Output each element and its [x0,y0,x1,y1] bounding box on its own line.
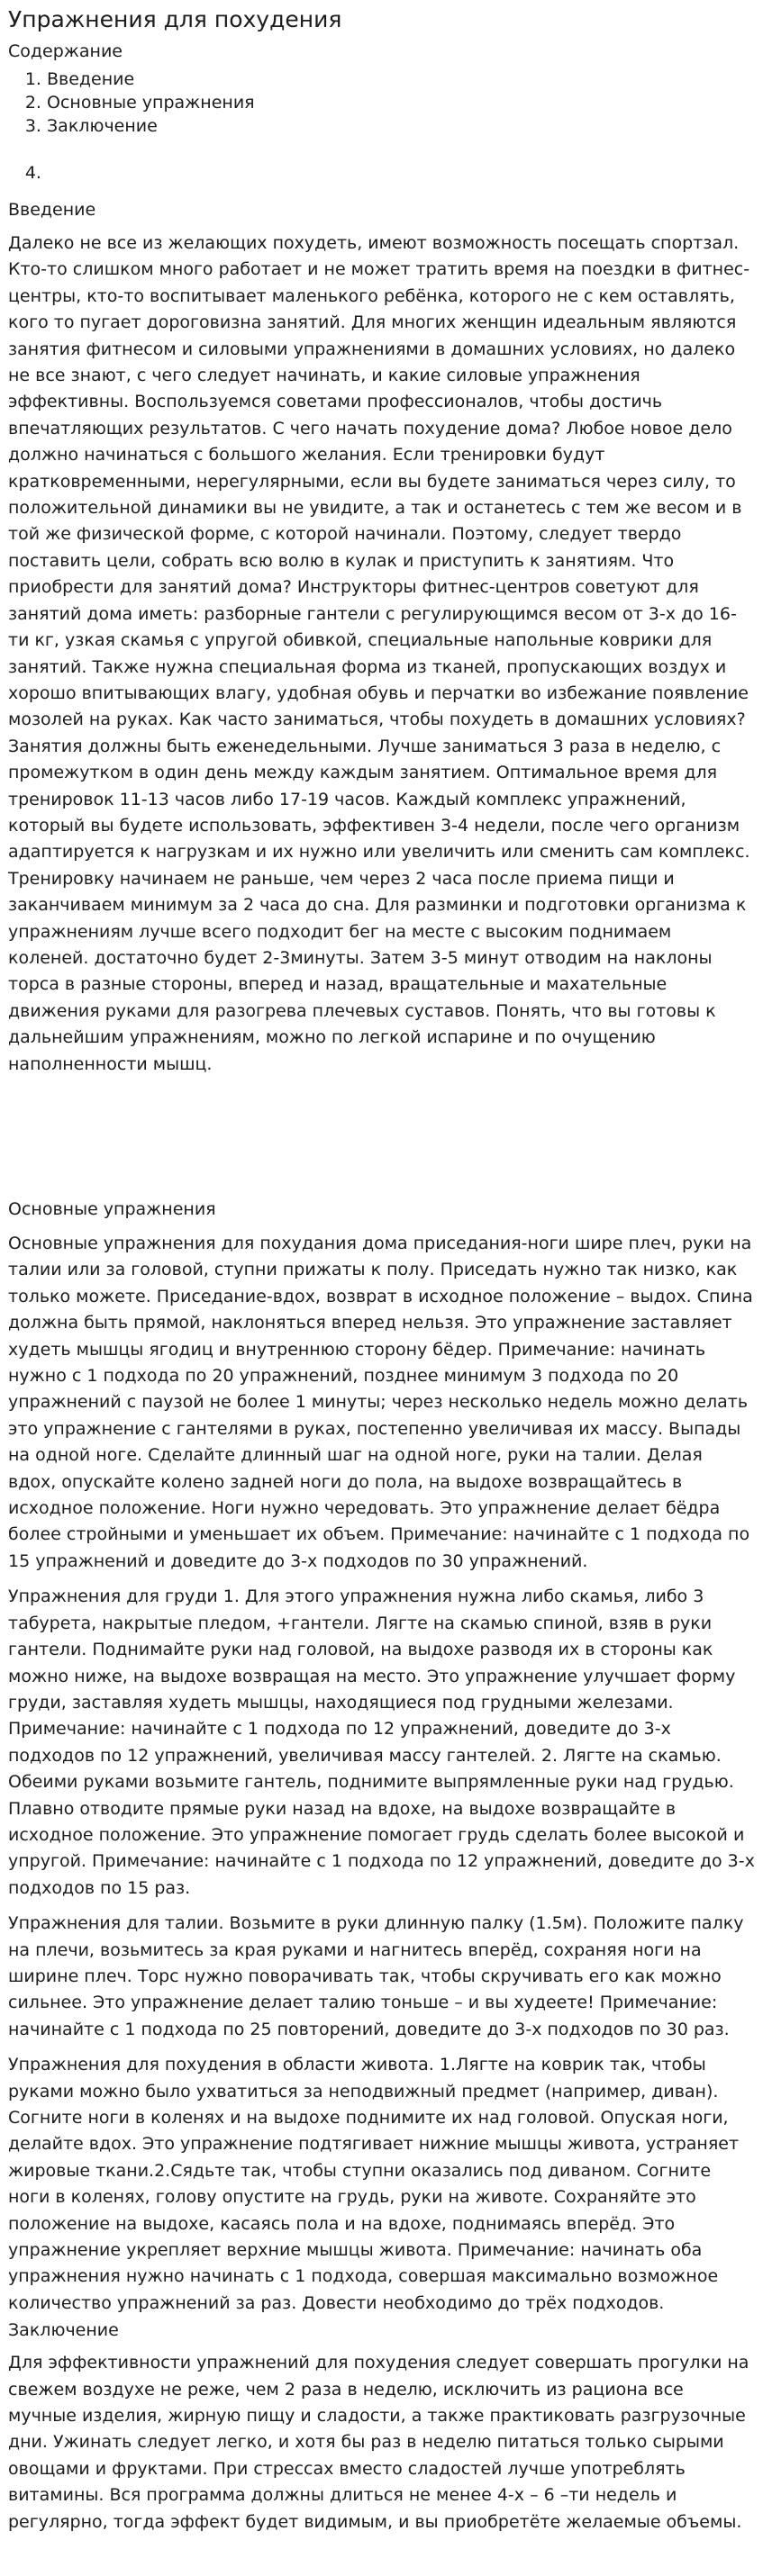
conclusion-paragraph: Для эффективности упражнений для похудения следует совершать прогулки на свежем воздухе не реже, чем 2 раза в неделю, исключить из рациона все мучные изделия, жирную пищу и сладости, а также практиковать разгрузочные дни. Ужинать следует легко, и хотя бы раз в неделю питаться только сырыми овощами и фруктами. При стрессах вместо сладостей лучше употреблять витамины. Вся программа должны длиться не менее 4-х – 6 –ти недель и регулярно, тогда эффект будет видимым, и вы приобретёте желаемые объемы. [8,2353,749,2532]
main-paragraph-waist: Упражнения для талии. Возьмите в руки длинную палку (1.5м). Положите палку на плечи, возьмитесь за края руками и нагнитесь вперёд, сохраняя ноги на ширине плеч. Торс нужно поворачивать так, чтобы скручивать его как можно сильнее. Это упражнение делает талию тоньше – и вы худеете! Примечание: начинайте с 1 подхода по 25 повторений, доведите до 3-х подходов по 30 раз. [8,1913,744,2039]
toc-item-intro: 1. Введение [47,68,755,91]
intro-paragraph: Далеко не все из желающих похудеть, имеют возможность посещать спортзал. Кто-то слишком много работает и не может тратить время на поездки в фитнес-центры, кто-то воспитывает маленького ребёнка, которого не с кем оставлять, кого то пугает дороговизна занятий. Для многих женщин идеальным являются занятия фитнесом и силовыми упражнениями в домашних условиях, но далеко не все знают, с чего следует начинать, и какие силовые упражнения эффективны. Воспользуемся советами профессионалов, чтобы достичь впечатляющих результатов. С чего начать похудение дома? Любое новое дело должно начинаться с большого желания. Если тренировки будут кратковременными, нерегулярными, если вы будете заниматься через силу, то положительной динамики вы не увидите, а так и останетесь с тем же весом и в той же физической форме, с которой начинали. Поэтому, следует твердо поставить цели, собрать всю волю в кулак и приступить к занятиям. Что приобрести для занятий дома? Инструкторы фитнес-центров советуют для занятий дома иметь: разборные гантели с регулирующимся весом от 3-х до 16-ти кг, узкая скамья с упругой обивкой, специальные напольные коврики для занятий. Также нужна специальная форма из тканей, пропускающих воздух и хорошо впитывающих влагу, удобная обувь и перчатки во избежание появление мозолей на руках. Как часто заниматься, чтобы похудеть в домашних условиях? Занятия должны быть еженедельными. Лучше заниматься 3 раза в неделю, с промежутком в один день между каждым занятием. Оптимальное время для тренировок 11-13 часов либо 17-19 часов. Каждый комплекс упражнений, который вы будете использовать, эффективен 3-4 недели, после чего организм адаптируется к нагрузкам и их нужно или увеличить или сменить сам комплекс. Тренировку начинаем не раньше, чем через 2 часа после приема пищи и заканчиваем минимум за 2 часа до сна. Для разминки и подготовки организма к упражнениям лучше всего подходит бег на месте с высоким поднимаем коленей. достаточно будет 2-3минуты. Затем 3-5 минут отводим на наклоны торса в разные стороны, вперед и назад, вращательные и махательные движения руками для разогрева плечевых суставов. Понять, что вы готовы к дальнейшим упражнениям, можно по легкой испарине и по очущению наполненности мышц. [8,233,750,1074]
toc-item-conclusion: 3. Заключение [47,114,755,138]
main-paragraph-chest: Упражнения для груди 1. Для этого упражнения нужна либо скамья, либо 3 табурета, накрытые пледом, +гантели. Лягте на скамью спиной, взяв в руки гантели. Поднимайте руки над головой, на выдохе разводя их в стороны как можно ниже, на выдохе возвращая на место. Это упражнение улучшает форму груди, заставляя худеть мышцы, находящиеся под грудными железами. Примечание: начинайте с 1 подхода по 12 упражнений, доведите до 3-х подходов по 12 упражнений, увеличивая массу гантелей. 2. Лягте на скамью. Обеими руками возьмите гантель, поднимите выпрямленные руки над грудью. Плавно отводите прямые руки назад на вдохе, на выдохе возвращайте в исходное положение. Это упражнение помогает грудь сделать более высокой и упругой. Примечание: начинайте с 1 подхода по 12 упражнений, доведите до 3-х подходов по 15 раз. [8,1586,755,1898]
main-paragraph-abs: Упражнения для похудения в области живота. 1.Лягте на коврик так, чтобы руками можно было ухватиться за неподвижный предмет (например, диван). Согните ноги в коленях и на выдохе поднимите их над головой. Опуская ноги, делайте вдох. Это упражнение подтягивает нижние мышцы живота, устраняет жировые ткани.2.Сядьте так, чтобы ступни оказались под диваном. Согните ноги в коленях, голову опустите на грудь, руки на животе. Сохраняйте это положение на выдохе, касаясь пола и на вдохе, поднимаясь вперёд. Это упражнение укрепляет верхние мышцы живота. Примечание: начинать оба упражнения нужно начинать с 1 подхода, совершая максимально возможное количество упражнений за раз. Довести необходимо до трёх подходов. [8,2055,740,2313]
page-title: Упражнения для похудения [8,6,342,32]
toc-item-main: 2. Основные упражнения [47,91,755,114]
main-heading: Основные упражнения [8,1199,216,1219]
toc-heading: Содержание [8,41,123,61]
conclusion-heading: Заключение [8,2320,119,2341]
toc-item-empty [47,161,755,185]
main-paragraph-squats: Основные упражнения для похудания дома приседания-ноги шире плеч, руки на талии или за головой, ступни прижаты к полу. Приседать нужно так низко, как только можете. Приседание-вдох, возврат в исходное положение – выдох. Спина должна быть прямой, наклоняться вперед нельзя. Это упражнение заставляет худеть мышцы ягодиц и внутреннюю сторону бёдер. Примечание: начинать нужно с 1 подхода по 20 упражнений, позднее минимум 3 подхода по 20 упражнений с паузой не более 1 минуты; через несколько недель можно делать это упражнение с гантелями в руках, постепенно увеличивая их массу. Выпады на одной ноге. Сделайте длинный шаг на одной ноге, руки на талии. Делая вдох, опускайте колено задней ноги до пола, на выдохе возвращайтесь в исходное положение. Ноги нужно чередовать. Это упражнение делает бёдра более стройными и уменьшает их объем. Примечание: начинайте с 1 подхода по 15 упражнений и доведите до 3-х подходов по 30 упражнений. [8,1234,753,1571]
intro-heading: Введение [8,200,96,220]
table-of-contents [8,68,755,185]
